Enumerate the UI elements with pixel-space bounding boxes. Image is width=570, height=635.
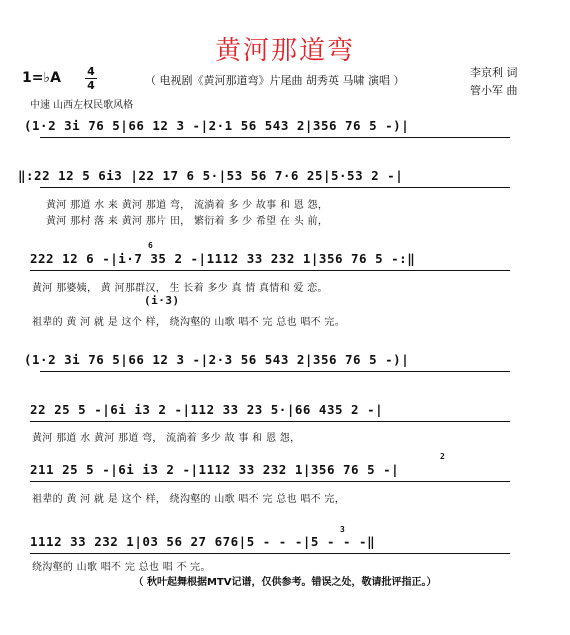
score-line-1: (1·2 3i 76 5|66 12 3 -|2·1 56 543 2|356 76 5 -)| bbox=[24, 118, 410, 133]
lyric-line-5: 黄河 那道 水 黄河 那道 弯， 流淌着 多少 故 事 和 恩 怨， bbox=[32, 433, 301, 444]
beam-line-3 bbox=[30, 270, 510, 271]
lyric-line-1: 黄河 那道 水 来 黄河 那道 弯， 流淌着 多 少 故事 和 恩 怨， bbox=[46, 200, 329, 211]
footer-note: （ 秋叶起舞根据MTV记谱，仅供参考。错误之处，敬请批评指正。） bbox=[133, 577, 437, 588]
time-signature bbox=[85, 66, 97, 91]
beam-line-6 bbox=[30, 481, 510, 482]
composer-credit: 管小军 曲 bbox=[470, 84, 518, 97]
lyric-line-2: 黄河 那村 落 来 黄河 那片 田， 繁衍着 多 少 希望 在 头 前， bbox=[46, 216, 329, 227]
lyricist-credit: 李京利 词 bbox=[470, 66, 518, 79]
beam-line-4 bbox=[40, 371, 510, 372]
grace-note-line-7: 3 bbox=[340, 525, 346, 534]
bracket-notes-line-3: (i·3) bbox=[144, 294, 180, 307]
score-line-4: (1·2 3i 76 5|66 12 3 -|2·3 56 543 2|356 76 5 -)| bbox=[24, 352, 410, 367]
beam-line-7 bbox=[30, 553, 510, 554]
time-signature-top: 4 bbox=[87, 65, 95, 78]
score-line-7: 1112 33 232 1|03 56 27 676|5 - - -|5 - - -‖ bbox=[30, 534, 376, 549]
lyric-line-7: 绕沟壑的 山歌 唱不 完 总也 唱 不 完。 bbox=[32, 562, 211, 573]
grace-note-line-3: 6 bbox=[148, 241, 154, 250]
beam-line-5 bbox=[30, 421, 510, 422]
song-title: 黄河那道弯 bbox=[214, 36, 355, 66]
lyric-line-6: 祖辈的 黄 河 就 是 这个 样， 绕沟壑的 山歌 唱不 完 总也 唱不 完， bbox=[32, 494, 346, 505]
time-signature-bottom: 4 bbox=[87, 79, 95, 92]
tempo-marking: 中速 山西左权民歌风格 bbox=[30, 100, 134, 111]
score-line-6: 211 25 5 -|6i i3 2 -|1112 33 232 1|356 76 5 -| bbox=[30, 462, 400, 477]
score-line-3: 222 12 6 -|i·7 35 2 -|1112 33 232 1|356 76 5 -:‖ bbox=[30, 251, 416, 266]
key-signature: 1=♭A bbox=[22, 70, 61, 86]
song-source: （ 电视剧《黄河那道弯》片尾曲 胡秀英 马啸 演唱 ） bbox=[145, 74, 405, 87]
grace-note-line-6: 2 bbox=[440, 452, 446, 461]
beam-line-1 bbox=[40, 137, 510, 138]
score-line-2: ‖:22 12 5 6i3 |22 17 6 5·|53 56 7·6 25|5·53 2 -| bbox=[18, 168, 404, 183]
beam-line-2 bbox=[40, 187, 510, 188]
lyric-line-4: 祖辈的 黄 河 就 是 这个 样， 绕沟壑的 山歌 唱不 完 总也 唱不 完。 bbox=[32, 317, 346, 328]
lyric-line-3: 黄河 那婆姨， 黄 河那群汉， 生 长着 多少 真 情 真情和 爱 恋。 bbox=[32, 283, 328, 294]
score-line-5: 22 25 5 -|6i i3 2 -|112 33 23 5·|66 435 2 -| bbox=[30, 402, 384, 417]
